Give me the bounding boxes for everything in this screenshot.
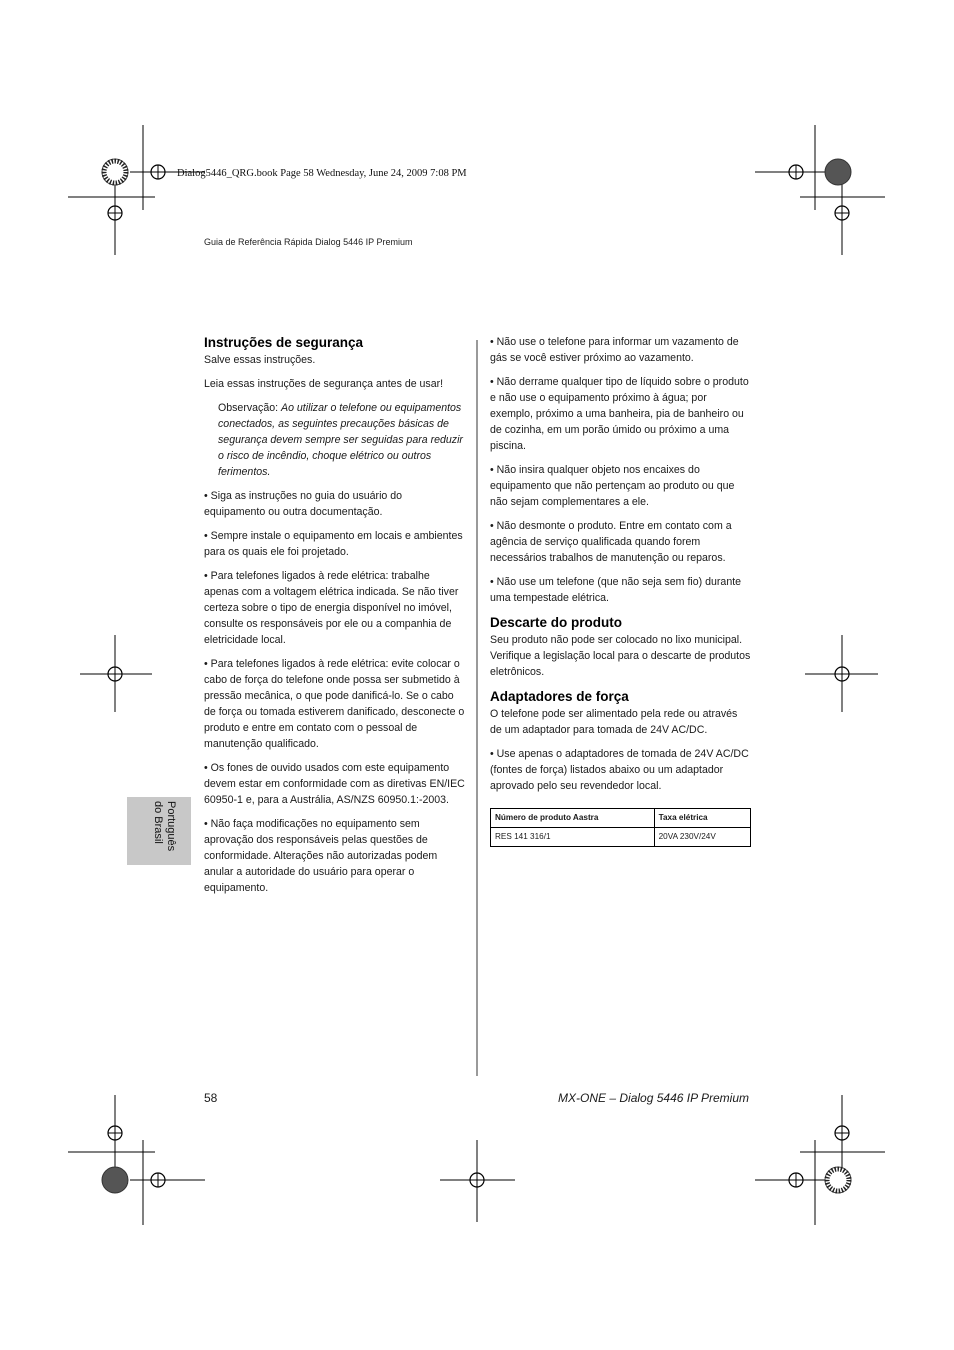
safety-bullet: • Não derrame qualquer tipo de líquido sobre o produto e não use o equipamento próximo à água; por exemplo, próximo a uma banheira, pia de banheiro ou de cozinha, em um porão úmido ou próximo a uma piscina. [490,376,749,452]
safety-bullet: • Para telefones ligados à rede elétrica: trabalhe apenas com a voltagem elétrica indicada. Se não tiver certeza sobre o tipo de energia disponível no imóvel, consulte os responsáveis por ele ou a companhia de eletricidade local. [204,570,459,646]
table-cell-rating: 20VA 230V/24V [654,828,750,847]
language-side-tab [127,797,191,865]
printer-slug-line: Dialog5446_QRG.book Page 58 Wednesday, June 24, 2009 7:08 PM [177,168,467,179]
side-tab-label [151,801,177,861]
footer-title: MX-ONE – Dialog 5446 IP Premium [558,1091,749,1105]
table-row [491,828,751,847]
table-cell-product-number: RES 141 316/1 [491,828,655,847]
adapter-rating-table [490,808,751,847]
safety-bullet: • Siga as instruções no guia do usuário do equipamento ou outra documentação. [204,490,403,518]
safety-bullet: • Não insira qualquer objeto nos encaixes do equipamento que não pertençam ao produto ou que não sejam complementares a ele. [490,464,735,508]
adapters-heading: Adaptadores de força [490,689,629,704]
safety-note [218,400,466,480]
side-tab-line-2: do Brasil [152,801,164,844]
table-header-row [491,809,751,828]
column-divider [476,340,478,1076]
safety-heading: Instruções de segurança [204,335,364,350]
adapters-text-2: • Use apenas o adaptadores de tomada de 24V AC/DC (fontes de força) listados abaixo ou um adaptador aprovado pelo seu revendedor local. [490,748,749,792]
safety-bullet: • Não faça modificações no equipamento sem aprovação dos responsáveis pelas questões de conformidade. Alterações não autorizadas podem anular a autoridade do usuário para operar o equipamento. [204,818,438,894]
note-text: Ao utilizar o telefone ou equipamentos conectados, as seguintes precauções básicas de segurança devem sempre ser seguidas para reduzir o risco de incêndio, choque elétrico ou outros ferimentos. [218,402,463,478]
adapters-text-1: O telefone pode ser alimentado pela rede ou através de um adaptador para tomada de 24V AC/DC. [490,708,738,736]
disposal-text: Seu produto não pode ser colocado no lixo municipal. Verifique a legislação local para o descarte de produtos eletrônicos. [490,634,751,678]
safety-bullet: • Não use o telefone para informar um vazamento de gás se você estiver próximo ao vazamento. [490,336,739,364]
left-column [204,334,466,904]
table-header-rating: Taxa elétrica [654,809,750,828]
table-header-product-number: Número de produto Aastra [491,809,655,828]
note-label: Observação: [218,402,279,414]
safety-bullet: • Sempre instale o equipamento em locais e ambientes para os quais ele foi projetado. [204,530,463,558]
safety-intro-1: Salve essas instruções. [204,354,316,366]
safety-bullet: • Os fones de ouvido usados com este equipamento devem estar em conformidade com as diretivas EN/IEC 60950-1 e, para a Austrália, AS/NZS 60950.1:-2003. [204,762,465,806]
side-tab-line-1: Português [165,801,177,852]
safety-bullet: • Não use um telefone (que não seja sem fio) durante uma tempestade elétrica. [490,576,742,604]
running-header: Guia de Referência Rápida Dialog 5446 IP Premium [204,237,413,247]
safety-intro-2: Leia essas instruções de segurança antes de usar! [204,378,444,390]
right-column [490,334,752,847]
safety-bullet: • Para telefones ligados à rede elétrica: evite colocar o cabo de força do telefone onde possa ser submetido à pressão mecânica, o que pode danificá-lo. Se o cabo de força ou tomada estiverem danificado, desconecte o produto e entre em contato com o pessoal de manutenção qualificado. [204,658,465,750]
page-number: 58 [204,1091,218,1105]
safety-bullet: • Não desmonte o produto. Entre em contato com a agência de serviço qualificada quando forem necessários trabalhos de manutenção ou reparos. [490,520,732,564]
disposal-heading: Descarte do produto [490,615,623,630]
